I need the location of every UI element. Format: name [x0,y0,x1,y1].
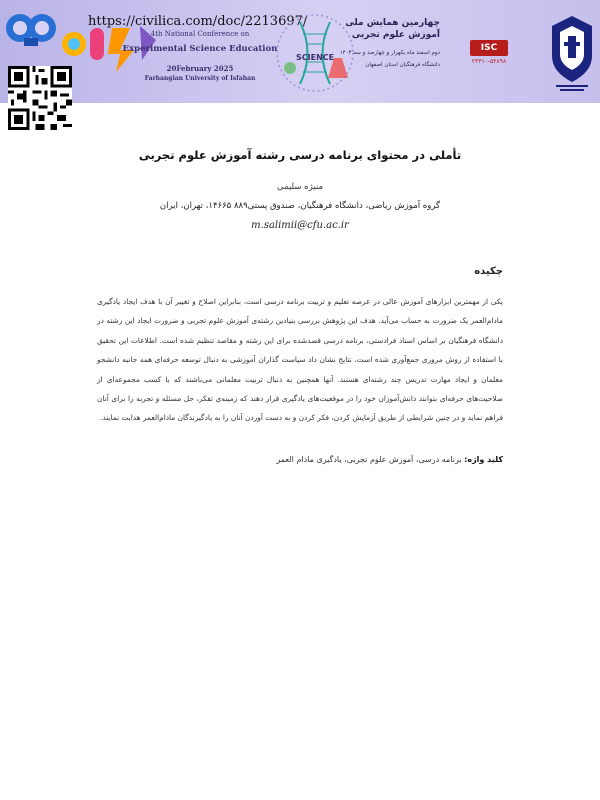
source-url[interactable]: https://civilica.com/doc/2213697/ [88,14,308,29]
university-logo-icon [548,12,596,94]
abstract-body: یکی از مهمترین ابزارهای آموزش عالی در عرصه تعلیم و تربیت برنامه درسی است، بنابراین اصلاح و تغییر آن با هدف ایجاد یادگیری مادام‌العمر یک ضرورت به حساب می‌آید. هدف این پژوهش بررسی بنیادین رشته‌ی آموزش علوم تجربی و ضرورت ایجاد این رشته در دانشگاه فرهنگیان بر اساس اسناد فرادستی، برنامه درسی قصدشده برای این رشته و مقاصد تنظیم شده است. اطلاعات این تحقیق با استفاده از روش مروری جمع‌آوری شده است. نتایج نشان داد سیاست گذاران آموزشی به دنبال توسعه حرفه‌ای همه جانبه دانشجو معلمان و ایجاد مهارت تدریس چند رشته‌ای هستند. آنها همچنین به دنبال تربیت معلمانی می‌باشند که با کسب مجموعه‌ای از صلاحیت‌های حرفه‌ای بتوانند دانش‌آموزان خود را در موقعیت‌های یادگیری قرار دهند که زمینه‌ی تفکر، حل مسئله و تجربه را برای آنان فراهم نماید و در چنین شرایطی از طریق آزمایش کردن، فکر کردن و به دست آوردن آنان را به یادگیرندگان مادام‌العمر هدایت نمایند. [97,297,503,423]
isc-code: ۲۳۳۱۰-۵۲۸۹۸ [471,58,507,65]
conference-title-en [120,30,280,82]
author-email[interactable]: m.salimii@cfu.ac.ir [251,220,349,231]
abstract-heading: چکیده [474,266,503,277]
paper-title: تأملی در محتوای برنامه درسی رشته آموزش علوم تجربی [138,148,462,162]
conference-date-fa: دوم اسفند ماه یکهزار و چهارصد و سه ۱۴۰۳ [339,50,440,56]
conference-venue-fa: دانشگاه فرهنگیان استان اصفهان [365,62,440,68]
civilica-logo-icon [4,8,58,48]
author-affiliation: گروه آموزش ریاضی، دانشگاه فرهنگیان، صندوق پستی۸۸۹ ۱۴۶۶۵، تهران، ایران [159,201,441,211]
conference-banner [0,0,600,103]
conference-en-line1: 4th National Conference on [150,30,250,38]
science-label: SCIENCE [296,53,335,62]
conference-title-fa [330,18,440,68]
qr-code-icon[interactable] [8,66,72,130]
conference-en-line2: Experimental Science Education [122,44,278,54]
keywords-line [276,455,503,464]
conference-venue-en: Farhangian University of Isfahan [144,75,256,82]
conference-fa-line2: آموزش علوم تجربی [351,30,440,40]
conference-date-en: 20February 2025 [166,64,234,73]
isc-logo: ISC [470,40,508,56]
conference-fa-line1: چهارمین همایش ملی [345,18,440,28]
keywords-label: کلید واژه: [464,455,503,464]
keywords-list: برنامه درسی، آموزش علوم تجربی، یادگیری مادام العمر [276,455,462,464]
author-name: منیژه سلیمی [276,182,324,192]
